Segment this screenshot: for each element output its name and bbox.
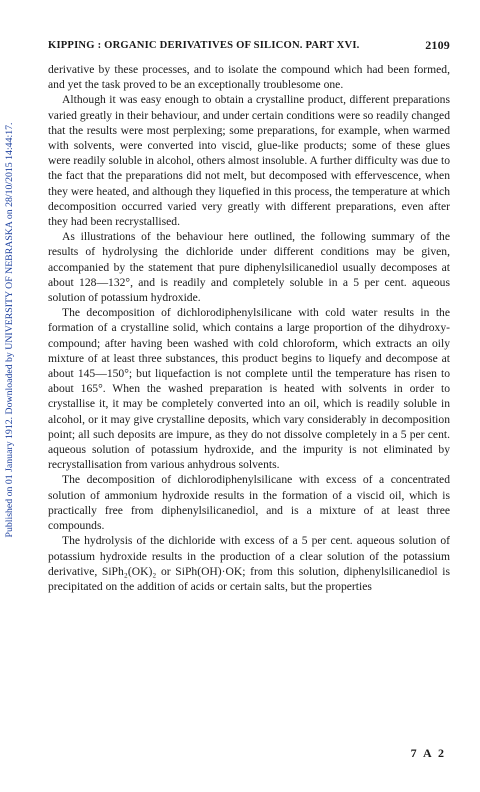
running-title: KIPPING : ORGANIC DERIVATIVES OF SILICON. PART XVI. xyxy=(48,40,360,51)
article-body xyxy=(48,62,450,594)
paragraph: derivative by these processes, and to isolate the compound which had been formed, and yet the task proved to be an exceptionally troublesome one. xyxy=(48,63,450,92)
page-number: 2109 xyxy=(425,38,450,52)
signature-mark: 7 A 2 xyxy=(410,746,446,760)
paragraph: Although it was easy enough to obtain a crystalline product, different preparations varied greatly in their behaviour, and under certain conditions were so readily changed that the results were most perplexing; some preparations, for example, when warmed with solvents, were converted into viscid, glue-like products; some of these glues were readily soluble in alcohol, others almost insoluble. A further difficulty was due to the fact that the preparations did not melt, but decomposed with effervescence, when they were heated, and although they liquefied in this process, the temperature at which decomposition occurred varied very greatly with different preparations, even after they had been recrystallised. xyxy=(48,93,450,229)
download-notice xyxy=(2,50,16,610)
paragraph: The hydrolysis of the dichloride with excess of a 5 per cent. aqueous solution of potassium hydroxide results in the production of a clear solution of the potassium derivative, SiPh₂(OK)₂ or SiPh(OH)·OK; from this solution, diphenylsilicanediol is precipitated on the addition of acids or certain salts, but the properties xyxy=(48,534,450,593)
paragraph: The decomposition of dichlorodiphenylsilicane with cold water results in the formation of a crystalline solid, which contains a large proportion of the dihydroxy-compound; after having been washed with cold chloroform, which extracts an oily mixture of at least three substances, this product begins to liquefy and decompose at about 145—150°; but liquefaction is not complete until the temperature has risen to about 165°. When the washed preparation is heated with solvents in order to crystallise it, it may be completely converted into an oil, which is readily soluble in alcohol, or it may give crystalline deposits, which vary considerably in decomposition point; all such deposits are impure, as they do not dissolve completely in a 5 per cent. aqueous solution of potassium hydroxide, and the impurity is not eliminated by recrystallisation from various anhydrous solvents. xyxy=(48,306,450,472)
paragraph: The decomposition of dichlorodiphenylsilicane with excess of a concentrated solution of ammonium hydroxide results in the formation of a viscid oil, which is practically free from diphenylsilicanediol, and is a mixture of at least three compounds. xyxy=(48,473,450,533)
download-notice-text: Published on 01 January 1912. Downloaded by UNIVERSITY OF NEBRASKA on 28/10/2015 14:44:17. xyxy=(4,122,15,538)
paragraph: As illustrations of the behaviour here outlined, the following summary of the results of hydrolysing the dichloride under different conditions may be given, accompanied by the statement that pure diphenylsilicanediol usually decomposes at about 128—132°, and is readily and completely soluble in a 5 per cent. aqueous solution of potassium hydroxide. xyxy=(48,230,450,305)
running-header xyxy=(48,38,450,54)
